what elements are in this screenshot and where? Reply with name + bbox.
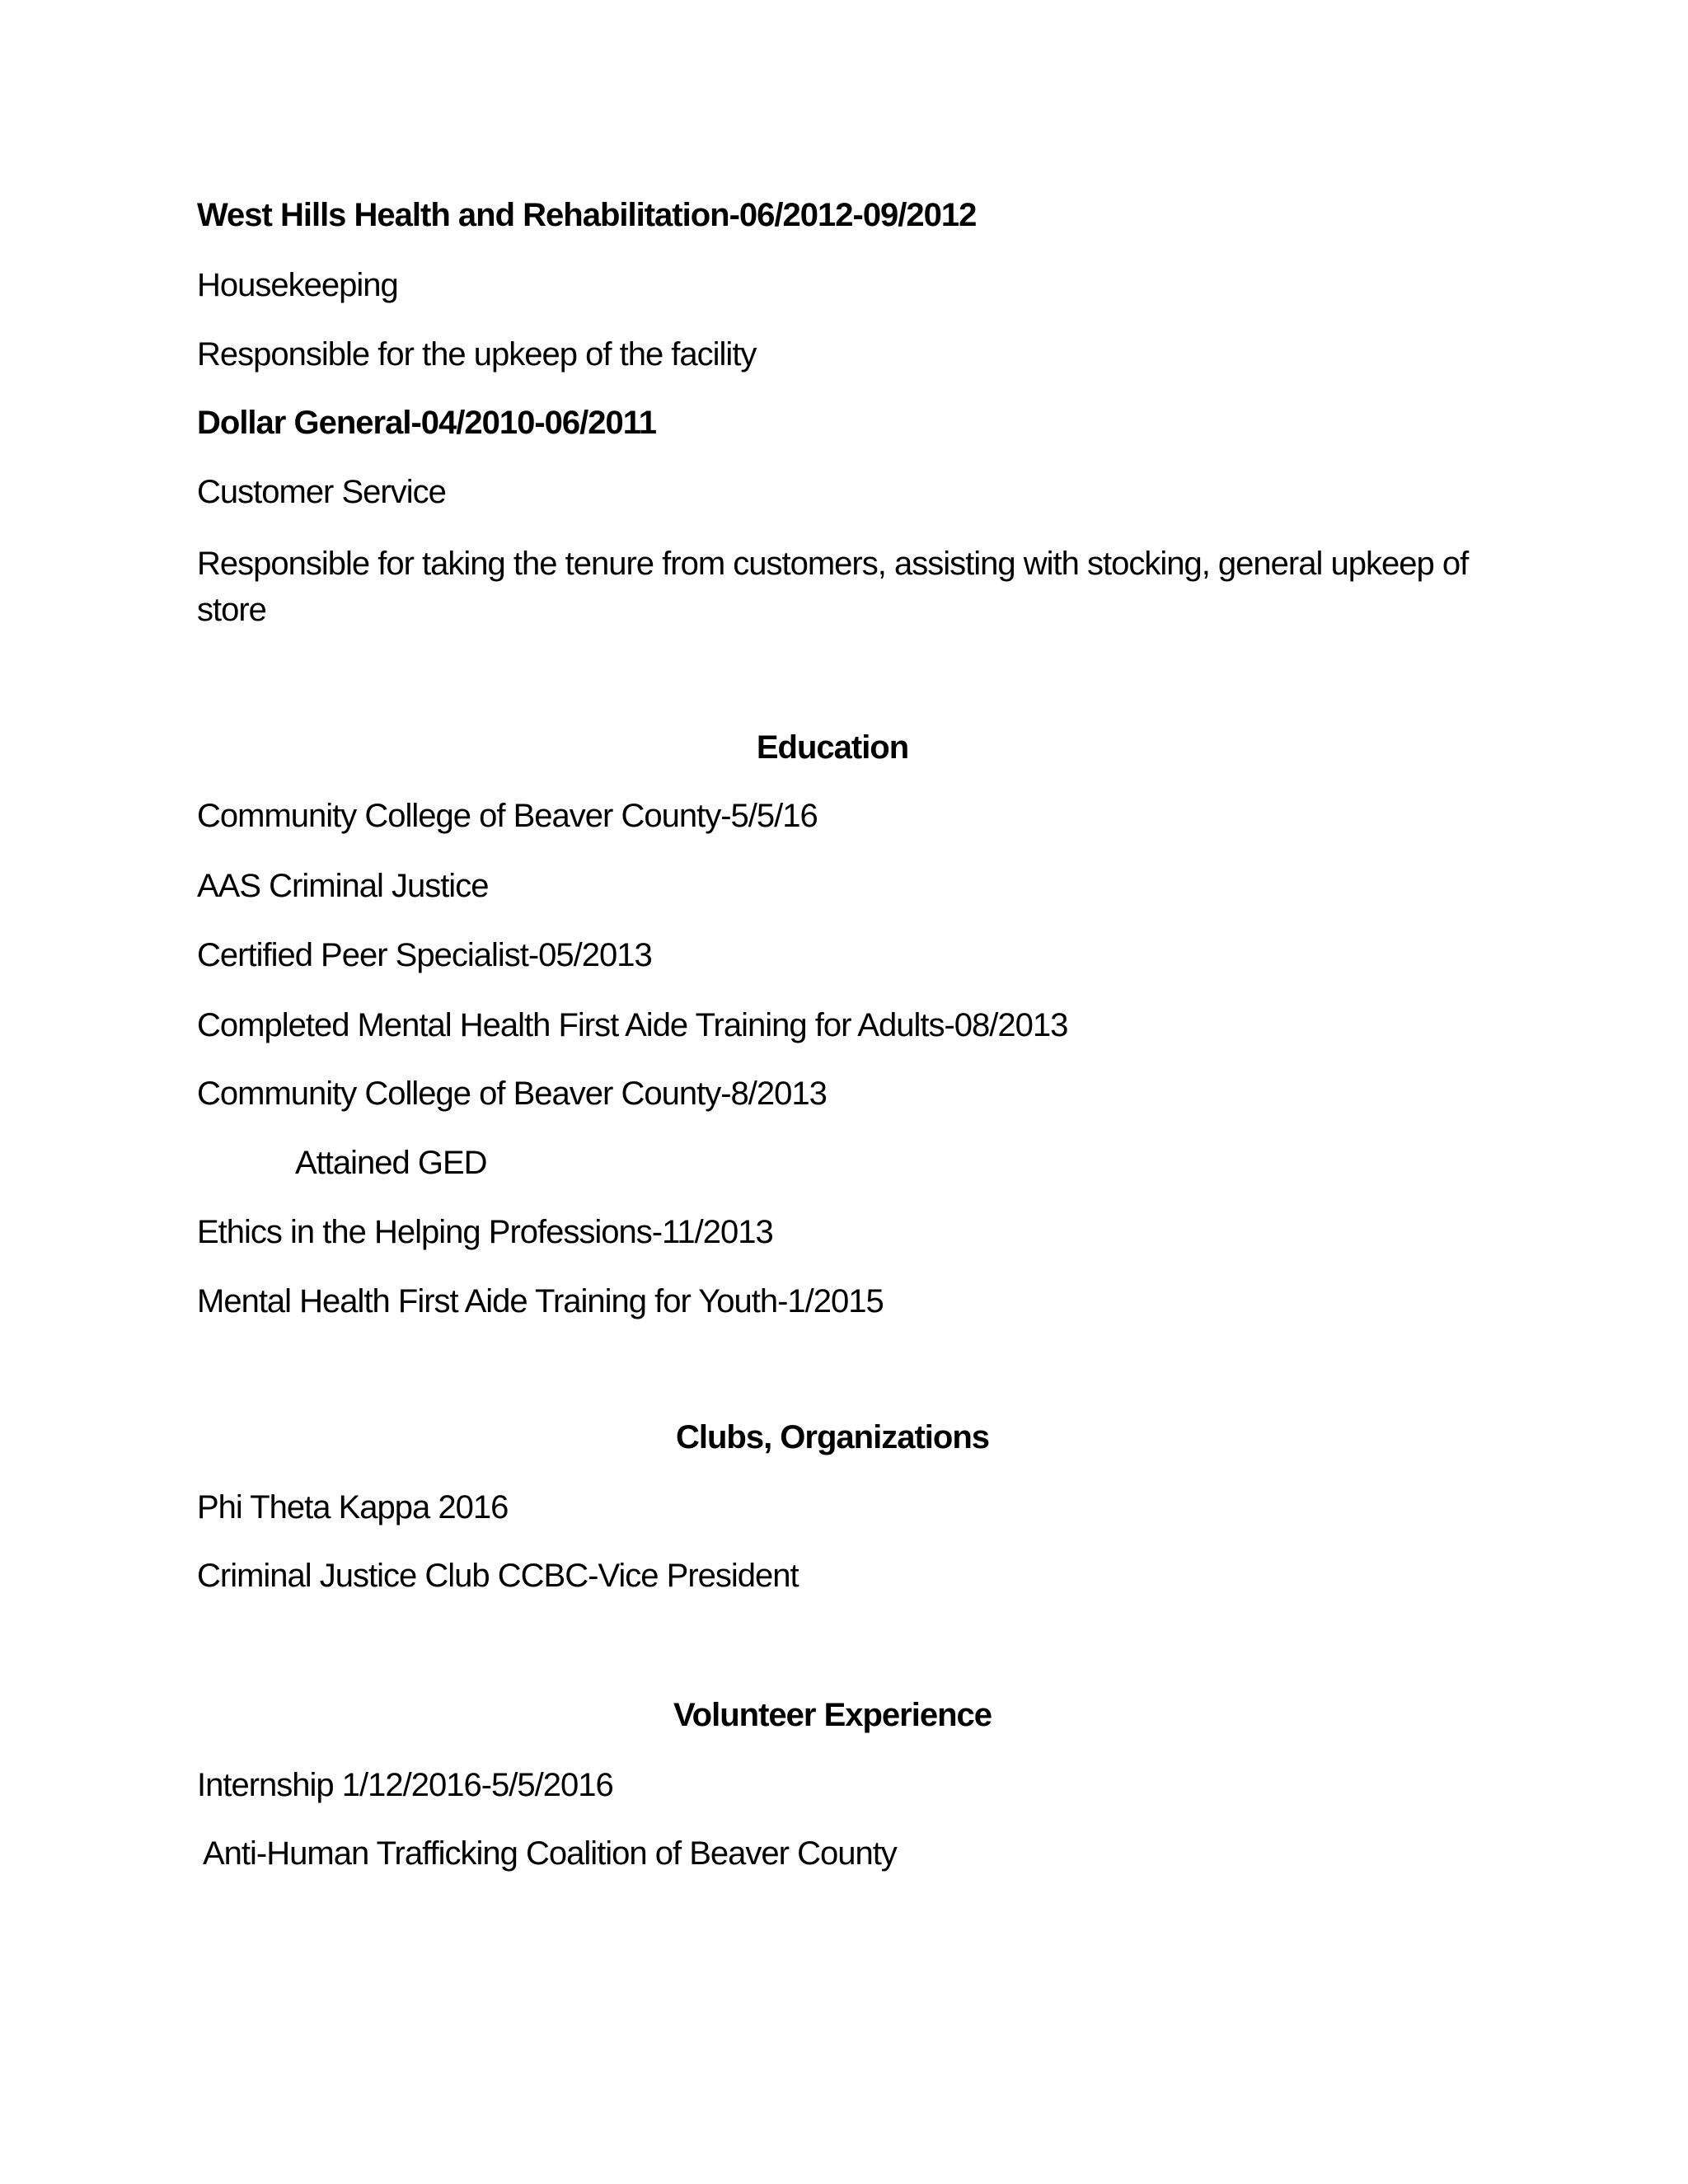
- education-item: Ethics in the Helping Professions-11/2013: [197, 1214, 773, 1250]
- education-item: Mental Health First Aide Training for Youth-1/2015: [197, 1283, 884, 1319]
- volunteer-heading: Volunteer Experience: [673, 1697, 992, 1733]
- education-heading: Education: [756, 729, 909, 766]
- club-item: Criminal Justice Club CCBC-Vice President: [197, 1558, 799, 1594]
- education-item: Community College of Beaver County-8/2013: [197, 1076, 827, 1112]
- job-title-west-hills: West Hills Health and Rehabilitation-06/2012-09/2012: [197, 197, 977, 233]
- education-item: Completed Mental Health First Aide Training for Adults-08/2013: [197, 1007, 1068, 1043]
- volunteer-item: Anti-Human Trafficking Coalition of Beaver County: [203, 1835, 897, 1872]
- job-title-dollar-general: Dollar General-04/2010-06/2011: [197, 405, 657, 441]
- volunteer-item: Internship 1/12/2016-5/5/2016: [197, 1767, 613, 1803]
- job-description-dollar-general: Responsible for taking the tenure from customers, assisting with stocking, general upkeep of store: [197, 546, 1469, 628]
- education-item: Community College of Beaver County-5/5/16: [197, 798, 818, 834]
- education-item-indented: Attained GED: [295, 1145, 487, 1181]
- club-item: Phi Theta Kappa 2016: [197, 1489, 509, 1526]
- job-role-customer-service: Customer Service: [197, 474, 446, 510]
- clubs-heading: Clubs, Organizations: [675, 1419, 990, 1455]
- education-item: Certified Peer Specialist-05/2013: [197, 937, 652, 973]
- job-description-west-hills: Responsible for the upkeep of the facility: [197, 336, 757, 373]
- education-item: AAS Criminal Justice: [197, 868, 489, 904]
- job-role-housekeeping: Housekeeping: [197, 267, 398, 303]
